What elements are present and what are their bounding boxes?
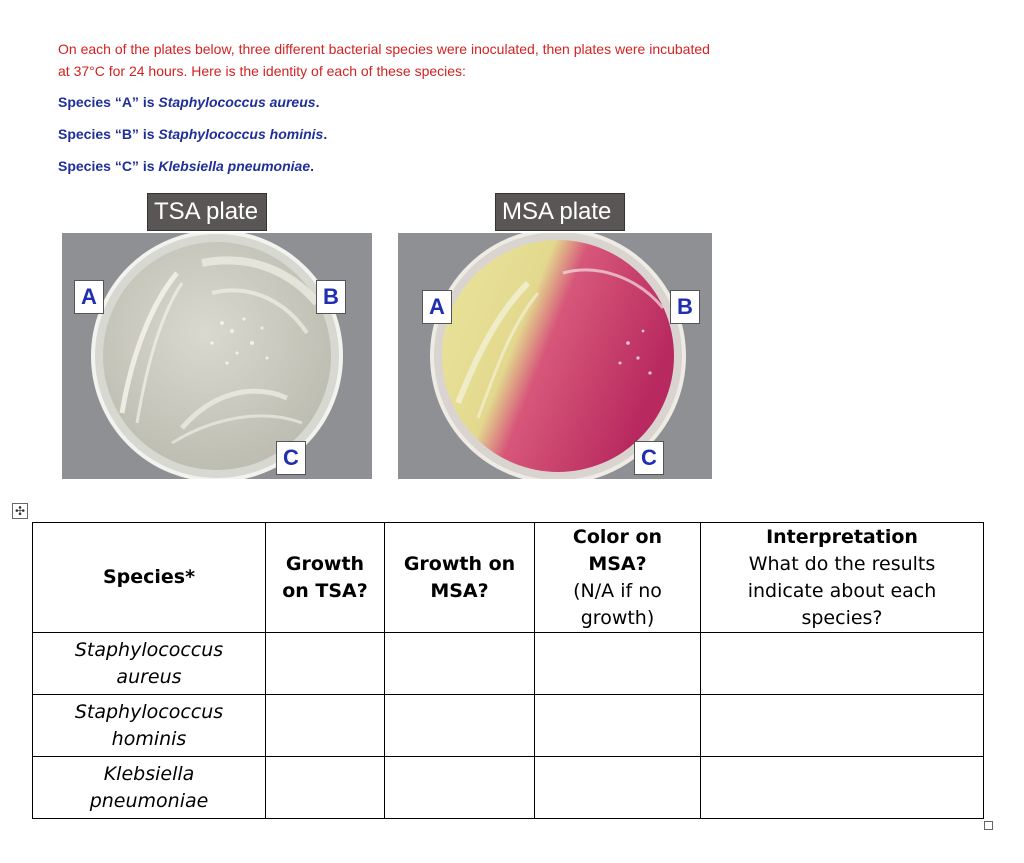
species-a-line bbox=[58, 94, 319, 110]
growth-tsa-cell[interactable] bbox=[266, 695, 385, 757]
msa-marker-a: A bbox=[422, 290, 452, 324]
msa-marker-c: C bbox=[634, 441, 664, 475]
species-c-line bbox=[58, 158, 314, 174]
tsa-plate-photo bbox=[62, 233, 372, 479]
tsa-plate-label: TSA plate bbox=[147, 193, 267, 231]
table-move-handle-icon[interactable]: ✣ bbox=[12, 503, 28, 519]
growth-tsa-cell[interactable] bbox=[266, 633, 385, 695]
species-a-suffix: . bbox=[315, 94, 320, 110]
tsa-marker-b: B bbox=[316, 280, 346, 314]
species-a-prefix: Species “A” is bbox=[58, 94, 159, 110]
interpretation-cell[interactable] bbox=[701, 757, 984, 819]
header-color-msa: Color on MSA? (N/A if no growth) bbox=[535, 523, 701, 633]
species-c-name: Klebsiella pneumoniae bbox=[158, 158, 311, 174]
color-msa-cell[interactable] bbox=[535, 695, 701, 757]
color-msa-cell[interactable] bbox=[535, 633, 701, 695]
species-cell-aureus: Staphylococcus aureus bbox=[33, 633, 266, 695]
growth-msa-cell[interactable] bbox=[385, 757, 535, 819]
table-header-row bbox=[33, 523, 984, 633]
table-row bbox=[33, 633, 984, 695]
interpretation-cell[interactable] bbox=[701, 633, 984, 695]
color-msa-cell[interactable] bbox=[535, 757, 701, 819]
species-b-prefix: Species “B” is bbox=[58, 126, 159, 142]
instructions-intro: On each of the plates below, three different bacterial species were inoculated, then plates were incubated at 37°C for 24 hours. Here is the identity of each of these species: bbox=[58, 41, 710, 79]
species-cell-pneumoniae: Klebsiella pneumoniae bbox=[33, 757, 266, 819]
msa-marker-b: B bbox=[670, 290, 700, 324]
species-a-name: Staphylococcus aureus bbox=[158, 94, 316, 110]
table-row bbox=[33, 757, 984, 819]
table-row bbox=[33, 695, 984, 757]
header-species: Species* bbox=[33, 523, 266, 633]
tsa-marker-a: A bbox=[74, 280, 104, 314]
species-b-line bbox=[58, 126, 327, 142]
growth-tsa-cell[interactable] bbox=[266, 757, 385, 819]
msa-plate-photo bbox=[398, 233, 712, 479]
species-c-suffix: . bbox=[310, 158, 314, 174]
header-growth-msa: Growth on MSA? bbox=[385, 523, 535, 633]
header-growth-tsa: Growth on TSA? bbox=[266, 523, 385, 633]
species-b-name: Staphylococcus hominis bbox=[158, 126, 324, 142]
species-b-suffix: . bbox=[323, 126, 328, 142]
growth-msa-cell[interactable] bbox=[385, 633, 535, 695]
header-interpretation: Interpretation What do the results indicate about each species? bbox=[701, 523, 984, 633]
species-cell-hominis: Staphylococcus hominis bbox=[33, 695, 266, 757]
results-table bbox=[32, 522, 984, 819]
tsa-marker-c: C bbox=[276, 441, 306, 475]
species-c-prefix: Species “C” is bbox=[58, 158, 159, 174]
msa-plate-label: MSA plate bbox=[495, 193, 625, 231]
growth-msa-cell[interactable] bbox=[385, 695, 535, 757]
interpretation-cell[interactable] bbox=[701, 695, 984, 757]
table-resize-handle[interactable] bbox=[984, 821, 993, 830]
